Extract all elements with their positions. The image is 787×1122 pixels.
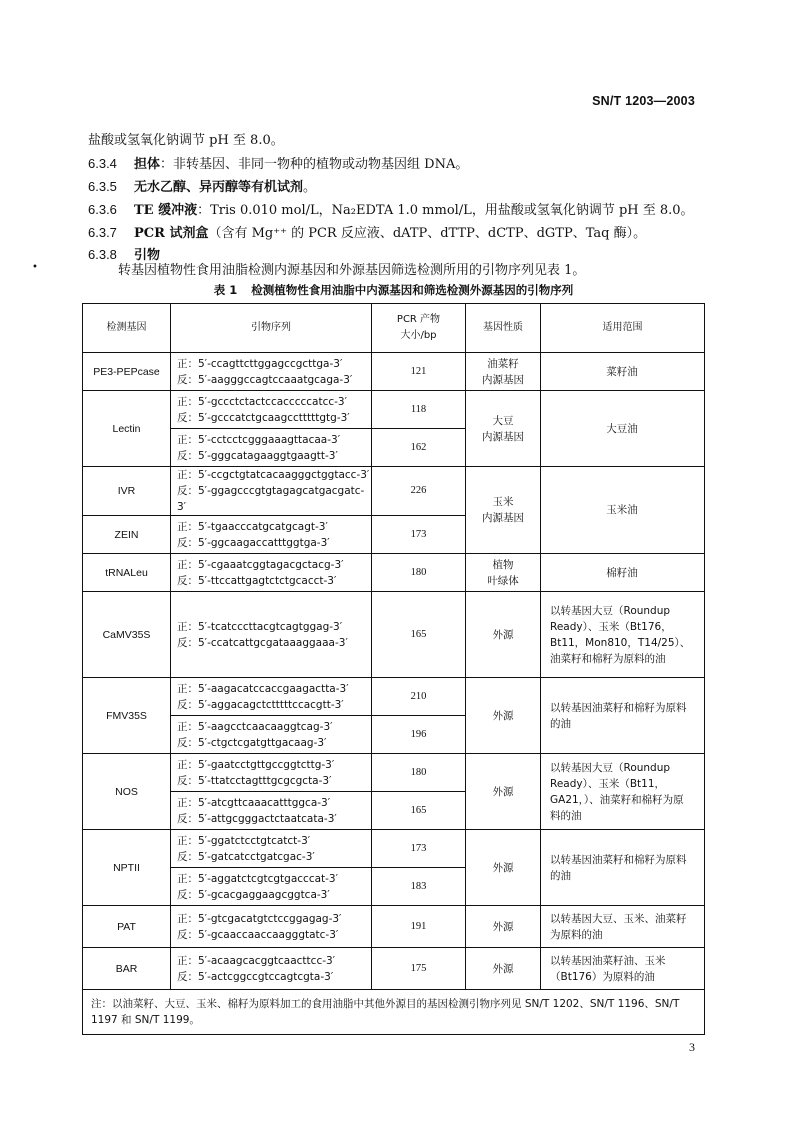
- product-size: 165: [372, 792, 466, 830]
- clause-text: ：Tris 0.010 mol/L，Na₂EDTA 1.0 mmol/L，用盐酸或氢氧化钠调节 pH 至 8.0。: [197, 203, 694, 218]
- clause-6-3-5: [88, 179, 316, 196]
- table-row: [83, 830, 705, 868]
- application-scope: 玉米油: [541, 467, 705, 554]
- clause-number: 6.3.7: [88, 225, 117, 240]
- forward-primer: 正：5′-aagcctcaacaaggtcag-3′: [177, 720, 333, 733]
- reverse-primer: 反：5′-gcacgaggaagcggtca-3′: [177, 888, 330, 901]
- gene-nature: 外源: [466, 948, 541, 990]
- gene-name: CaMV35S: [83, 592, 171, 678]
- gene-nature: 油菜籽 内源基因: [466, 353, 541, 391]
- primer-pair: [171, 754, 372, 792]
- table-row: [83, 678, 705, 716]
- gene-name: IVR: [83, 467, 171, 516]
- primer-pair: [171, 353, 372, 391]
- application-scope: 大豆油: [541, 391, 705, 467]
- gene-nature: 外源: [466, 830, 541, 906]
- primer-pair: [171, 948, 372, 990]
- reverse-primer: 反：5′-gcccatctgcaagcctttttgtg-3′: [177, 411, 350, 424]
- application-scope: 以转基因大豆（Roundup Ready）、玉米（Bt176，Bt11，Mon810，T14/25）、油菜籽和棉籽为原料的油: [541, 592, 705, 678]
- primer-pair: [171, 906, 372, 948]
- product-size: 165: [372, 592, 466, 678]
- table-row: [83, 353, 705, 391]
- paragraph-text: 盐酸或氢氧化钠调节 pH 至 8.0。: [88, 133, 284, 148]
- paragraph-table-reference: [118, 263, 585, 279]
- clause-6-3-7: [88, 225, 646, 242]
- forward-primer: 正：5′-tcatcccttacgtcagtggag-3′: [177, 620, 343, 633]
- primer-pair: [171, 516, 372, 554]
- reverse-primer: 反：5′-ctgctcgatgttgacaag-3′: [177, 736, 327, 749]
- gene-nature: 外源: [466, 678, 541, 754]
- primer-pair: [171, 391, 372, 429]
- reverse-primer: 反：5′-gatcatcctgatcgac-3′: [177, 850, 315, 863]
- table-note: 注：以油菜籽、大豆、玉米、棉籽为原料加工的食用油脂中其他外源目的基因检测引物序列见 SN/T 1202、SN/T 1196、SN/T 1197 和 SN/T 1199。: [83, 990, 705, 1035]
- clause-number: 6.3.5: [88, 179, 117, 194]
- product-size: 118: [372, 391, 466, 429]
- reverse-primer: 反：5′-aagggccagtccaaatgcaga-3′: [177, 373, 353, 386]
- product-size: 226: [372, 467, 466, 516]
- reverse-primer: 反：5′-ggcaagaccatttggtga-3′: [177, 536, 330, 549]
- primer-pair: [171, 678, 372, 716]
- reverse-primer: 反：5′-attgcgggactctaatcata-3′: [177, 812, 337, 825]
- table-row: [83, 391, 705, 429]
- product-size: 180: [372, 554, 466, 592]
- product-size: 191: [372, 906, 466, 948]
- clause-number: 6.3.6: [88, 202, 117, 217]
- product-size: 121: [372, 353, 466, 391]
- primer-pair: [171, 592, 372, 678]
- primer-pair: [171, 429, 372, 467]
- table-caption: [0, 282, 787, 298]
- gene-nature: 外源: [466, 592, 541, 678]
- product-size: 173: [372, 830, 466, 868]
- gene-name: tRNALeu: [83, 554, 171, 592]
- reverse-primer: 反：5′-gcaaccaaccaagggtatc-3′: [177, 928, 339, 941]
- header-nature: 基因性质: [466, 304, 541, 353]
- forward-primer: 正：5′-aggatctcgtcgtgacccat-3′: [177, 872, 338, 885]
- product-size: 162: [372, 429, 466, 467]
- gene-nature: 植物 叶绿体: [466, 554, 541, 592]
- reverse-primer: 反：5′-ttccattgagtctctgcacct-3′: [177, 574, 337, 587]
- gene-nature: 大豆 内源基因: [466, 391, 541, 467]
- header-size: PCR 产物 大小/bp: [372, 304, 466, 353]
- table-caption-text: 检测植物性食用油脂中内源基因和筛选检测外源基因的引物序列: [251, 283, 574, 297]
- gene-name: ZEIN: [83, 516, 171, 554]
- forward-primer: 正：5′-gccctctactccacccccatcc-3′: [177, 395, 347, 408]
- table-note-row: [83, 990, 705, 1035]
- reverse-primer: 反：5′-aggacagctctttttccacgtt-3′: [177, 698, 344, 711]
- product-size: 175: [372, 948, 466, 990]
- table-header-row: [83, 304, 705, 353]
- gene-name: BAR: [83, 948, 171, 990]
- application-scope: 以转基因油菜籽和棉籽为原料的油: [541, 678, 705, 754]
- forward-primer: 正：5′-cgaaatcggtagacgctacg-3′: [177, 558, 344, 571]
- application-scope: 棉籽油: [541, 554, 705, 592]
- forward-primer: 正：5′-ccgctgtatcacaagggctggtacc-3′: [177, 469, 370, 481]
- primer-pair: [171, 467, 372, 516]
- primer-pair: [171, 554, 372, 592]
- table-row: [83, 592, 705, 678]
- forward-primer: 正：5′-atcgttcaaacatttggca-3′: [177, 796, 331, 809]
- clause-text: 。: [303, 180, 317, 195]
- forward-primer: 正：5′-gtcgacatgtctccggagag-3′: [177, 912, 342, 925]
- reverse-primer: 反：5′-ttatcctagtttgcgcgcta-3′: [177, 774, 332, 787]
- header-scope: 适用范围: [541, 304, 705, 353]
- gene-nature: 外源: [466, 754, 541, 830]
- standard-code: SN/T 1203—2003: [592, 94, 695, 108]
- table-caption-label: 表 1: [213, 283, 238, 297]
- application-scope: 以转基因大豆、玉米、油菜籽为原料的油: [541, 906, 705, 948]
- product-size: 183: [372, 868, 466, 906]
- clause-heading: 无水乙醇、异丙醇等有机试剂: [134, 180, 304, 195]
- forward-primer: 正：5′-ggatctcctgtcatct-3′: [177, 834, 311, 847]
- table-row: [83, 754, 705, 792]
- clause-number: 6.3.8: [88, 247, 117, 262]
- forward-primer: 正：5′-ccagttcttggagccgcttga-3′: [177, 357, 343, 370]
- gene-name: Lectin: [83, 391, 171, 467]
- primer-table: [82, 303, 705, 1035]
- gene-nature: 外源: [466, 906, 541, 948]
- header-primer: 引物序列: [171, 304, 372, 353]
- page-number: 3: [689, 1040, 695, 1054]
- clause-heading: 担体: [134, 157, 161, 172]
- forward-primer: 正：5′-gaatcctgttgccggtcttg-3′: [177, 758, 335, 771]
- table-row: [83, 554, 705, 592]
- forward-primer: 正：5′-aagacatccaccgaagactta-3′: [177, 682, 349, 695]
- product-size: 180: [372, 754, 466, 792]
- reverse-primer: 反：5′-ccatcattgcgataaaggaaa-3′: [177, 636, 348, 649]
- primer-pair: [171, 830, 372, 868]
- reverse-primer: 反：5′-gggcatagaaggtgaagtt-3′: [177, 449, 338, 462]
- application-scope: 以转基因油菜籽和棉籽为原料的油: [541, 830, 705, 906]
- primer-pair: [171, 792, 372, 830]
- table-row: [83, 467, 705, 516]
- forward-primer: 正：5′-acaagcacggtcaacttcc-3′: [177, 954, 336, 967]
- application-scope: 菜籽油: [541, 353, 705, 391]
- header-gene: 检测基因: [83, 304, 171, 353]
- gene-name: NOS: [83, 754, 171, 830]
- clause-heading: TE 缓冲液: [134, 203, 198, 218]
- reverse-primer: 反：5′-ggagcccgtgtagagcatgacgatc-3′: [177, 485, 365, 513]
- table-row: [83, 948, 705, 990]
- forward-primer: 正：5′-tgaacccatgcatgcagt-3′: [177, 520, 328, 533]
- application-scope: 以转基因大豆（Roundup Ready）、玉米（Bt11，GA21，）、油菜籽和棉籽为原料的油: [541, 754, 705, 830]
- clause-heading: PCR 试剂盒: [134, 226, 209, 241]
- forward-primer: 正：5′-cctcctcgggaaagttacaa-3′: [177, 433, 341, 446]
- clause-heading: 引物: [134, 248, 161, 263]
- clause-text: ：非转基因、非同一物种的植物或动物基因组 DNA。: [160, 157, 469, 172]
- clause-6-3-4: [88, 156, 468, 173]
- gene-nature: 玉米 内源基因: [466, 467, 541, 554]
- product-size: 173: [372, 516, 466, 554]
- clause-6-3-6: [88, 202, 694, 219]
- gene-name: PE3-PEPcase: [83, 353, 171, 391]
- clause-6-3-8: [88, 247, 160, 264]
- paragraph-text: 转基因植物性食用油脂检测内源基因和外源基因筛选检测所用的引物序列见表 1。: [118, 263, 586, 278]
- table-row: [83, 906, 705, 948]
- application-scope: 以转基因油菜籽油、玉米（Bt176）为原料的油: [541, 948, 705, 990]
- primer-pair: [171, 868, 372, 906]
- reverse-primer: 反：5′-actcggccgtccagtcgta-3′: [177, 970, 334, 983]
- margin-dot: •: [32, 262, 38, 273]
- product-size: 210: [372, 678, 466, 716]
- gene-name: PAT: [83, 906, 171, 948]
- clause-number: 6.3.4: [88, 156, 117, 171]
- primer-pair: [171, 716, 372, 754]
- clause-text: （含有 Mg⁺⁺ 的 PCR 反应液、dATP、dTTP、dCTP、dGTP、Taq 酶）。: [208, 226, 647, 241]
- gene-name: FMV35S: [83, 678, 171, 754]
- paragraph-ph-adjust: [88, 133, 284, 149]
- gene-name: NPTII: [83, 830, 171, 906]
- product-size: 196: [372, 716, 466, 754]
